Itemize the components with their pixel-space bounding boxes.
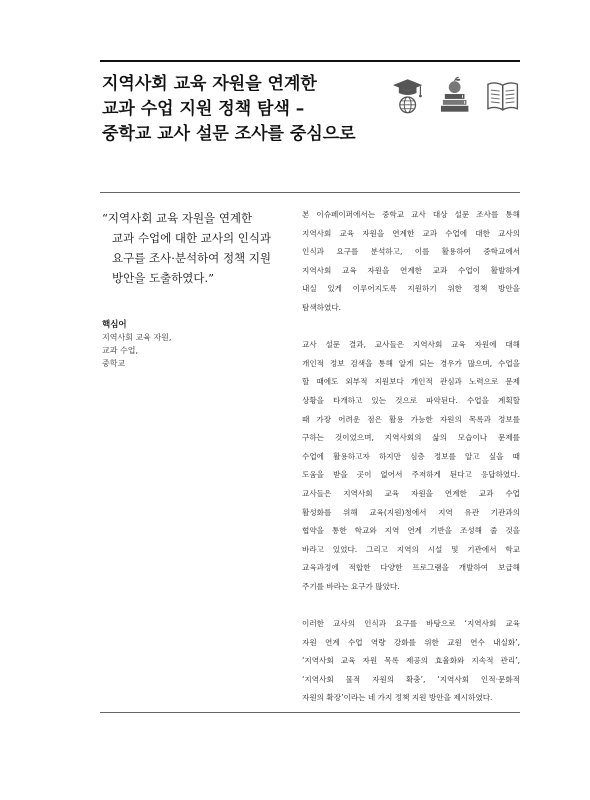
body-line: 탐색하였다. xyxy=(302,302,342,312)
body-line: 교사들은 지역사회 교육 자원을 연계한 교과 수업 xyxy=(302,488,520,498)
body-line: 자원의 확장’이라는 네 가지 정책 지원 방안을 제시하였다. xyxy=(302,693,493,703)
body-line: 내실 있게 이루어지도록 지원하기 위한 정책 방안을 xyxy=(302,284,520,294)
section-divider xyxy=(100,192,520,193)
keyword-item: 중학교 xyxy=(102,359,126,368)
body-text xyxy=(302,206,520,727)
title-line: 교과 수업 지원 정책 탐색 – xyxy=(102,99,305,119)
keywords-label: 핵심어 xyxy=(102,320,127,330)
title-line: 지역사회 교육 자원을 연계한 xyxy=(102,74,317,94)
body-line: 교사 설문 결과, 교사들은 지역사회 교육 자원에 대해 xyxy=(302,340,520,350)
open-book-icon xyxy=(485,75,520,115)
body-line: 수업에 활용하고자 하지만 심층 정보를 알고 싶을 때 xyxy=(302,451,520,461)
body-line: 활성화를 위해 교육(지원)청에서 지역 유관 기관과의 xyxy=(302,507,520,517)
quote-line: 요구를 조사·분석하여 정책 지원 xyxy=(112,251,272,265)
body-line: 교육과정에 적합한 다양한 프로그램을 개발하여 보급해 xyxy=(302,563,520,573)
body-line: 도움을 받을 곳이 없어서 주저하게 된다고 응답하였다. xyxy=(302,470,520,480)
top-rule xyxy=(100,60,520,62)
bottom-rule xyxy=(100,712,520,713)
apple-books-icon xyxy=(437,75,472,115)
body-line: 주기를 바라는 요구가 많았다. xyxy=(302,581,400,591)
body-line: 구하는 것이었으며, 지역사회의 삶의 모습이나 문제를 xyxy=(302,433,520,443)
title-line: 중학교 교사 설문 조사를 중심으로 xyxy=(102,124,356,144)
body-line: 협약을 통한 학교와 지역 연계 기반을 조성해 줄 것을 xyxy=(302,526,520,536)
page-title xyxy=(102,72,362,147)
body-line: 자원 연계 수업 역량 강화를 위한 교원 연수 내실화’, xyxy=(302,637,520,647)
body-paragraph xyxy=(302,615,520,708)
pull-quote xyxy=(102,208,287,288)
quote-line: 교과 수업에 대한 교사의 인식과 xyxy=(112,231,272,245)
body-line: ‘지역사회 교육 자원 목록 제공의 효율화와 지속적 관리’, xyxy=(302,656,520,666)
body-line: 바라고 있었다. 그리고 지역의 시설 및 기관에서 학교 xyxy=(302,544,520,554)
quote-line: “지역사회 교육 자원을 연계한 xyxy=(102,211,253,225)
body-line: 인식과 요구를 분석하고, 이를 활용하여 중학교에서 xyxy=(302,247,520,257)
body-line: 이러한 교사의 인식과 요구를 바탕으로 ‘지역사회 교육 xyxy=(302,619,520,629)
keyword-item: 지역사회 교육 자원, xyxy=(102,333,172,342)
body-line: 상황을 타개하고 있는 것으로 파악된다. 수업을 계획할 xyxy=(302,395,520,405)
body-line: 지역사회 교육 자원을 연계한 교과 수업이 활발하게 xyxy=(302,265,520,275)
body-line: 개인적 정보 검색을 통해 알게 되는 경우가 많으며, 수업을 xyxy=(302,358,520,368)
body-line: 본 이슈페이퍼에서는 중학교 교사 대상 설문 조사를 통해 xyxy=(302,210,520,219)
quote-line: 방안을 도출하였다.” xyxy=(112,271,215,285)
body-line: ‘지역사회 물적 자원의 확충’, ‘지역사회 인적·문화적 xyxy=(302,674,520,684)
body-line: 할 때에도 외부적 지원보다 개인적 관심과 노력으로 문제 xyxy=(302,377,520,387)
keyword-item: 교과 수업, xyxy=(102,346,138,355)
body-line: 때 가장 어려운 점은 활용 가능한 자원의 목록과 정보를 xyxy=(302,414,520,424)
body-paragraph xyxy=(302,336,520,596)
graduation-cap-globe-icon xyxy=(390,75,425,115)
body-line: 지역사회 교육 자원을 연계한 교과 수업에 대한 교사의 xyxy=(302,228,520,238)
keywords-list xyxy=(102,331,171,370)
header-icons xyxy=(390,70,520,115)
body-paragraph xyxy=(302,206,520,318)
